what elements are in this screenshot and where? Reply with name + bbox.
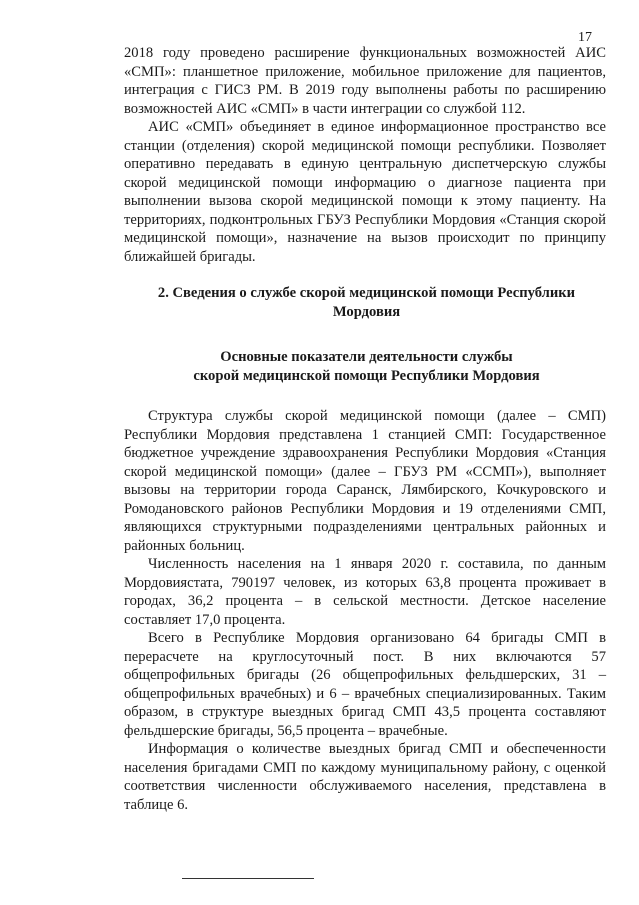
footnote-divider (182, 878, 314, 879)
document-body (0, 44, 639, 814)
sub-heading-line-1: Основные показатели деятельности службы (220, 349, 513, 365)
paragraph-ais-expansion: 2018 году проведено расширение функциональных возможностей АИС «СМП»: планшетное приложение, мобильное приложение для пациентов, интеграция с ГИСЗ РМ. В 2019 году выполнены работы по расширению возможностей АИС «СМП» в части интеграции со службой 112. (124, 45, 606, 117)
paragraph-ais-unified-space: АИС «СМП» объединяет в единое информационное пространство все станции (отделения) скорой медицинской помощи республики. Позволяет оперативно передавать в единую центральную диспетчерскую службы скорой медицинской помощи информацию о диагнозе пациента при выполнении вызова скорой медицинской помощи к этому пациенту. На территориях, подконтрольных ГБУЗ Республики Мордовия «Станция скорой медицинской помощи», назначение на вызов происходит по принципу ближайшей бригады. (124, 119, 606, 265)
sub-heading (0, 348, 639, 385)
paragraph-structure: Структура службы скорой медицинской помощи (далее – СМП) Республики Мордовия представлена 1 станцией СМП: Государственное бюджетное учреждение здравоохранения Республики Мордовия «Станция скорой медицинской помощи» (далее – ГБУЗ РМ «ССМП»), выполняет вызовы на территории города Саранск, Лямбирского, Кочкуровского и Ромодановского районов Республики Мордовия и 19 отделениями СМП, являющихся структурными подразделениями центральных районных и районных больниц. (124, 408, 606, 554)
paragraph-brigades: Всего в Республике Мордовия организовано 64 бригады СМП в перерасчете на круглосуточный пост. В них включаются 57 общепрофильных бригады (26 общепрофильных фельдшерских, 31 – общепрофильных врачебных) и 6 – врачебных специализированных. Таким образом, в структуре выездных бригад СМП 43,5 процента составляют фельдшерские бригады, 56,5 процента – врачебные. (124, 630, 606, 739)
paragraph-table-reference: Информация о количестве выездных бригад СМП и обеспеченности населения бригадами СМП по каждому муниципальному району, с оценкой соответствия численности обслуживаемого населения, представлена в таблице 6. (124, 741, 606, 813)
paragraph-population: Численность населения на 1 января 2020 г. составила, по данным Мордовиястата, 790197 человек, из которых 63,8 процента проживает в городах, 36,2 процента – в сельской местности. Детское население составляет 17,0 процента. (124, 556, 606, 628)
page-number: 17 (578, 30, 592, 45)
section-heading-line-2: Мордовия (332, 303, 401, 320)
sub-heading-line-2: скорой медицинской помощи Республики Мордовия (193, 367, 540, 384)
section-heading-line-1: 2. Сведения о службе скорой медицинской помощи Республики (157, 285, 576, 301)
section-heading (0, 284, 639, 321)
